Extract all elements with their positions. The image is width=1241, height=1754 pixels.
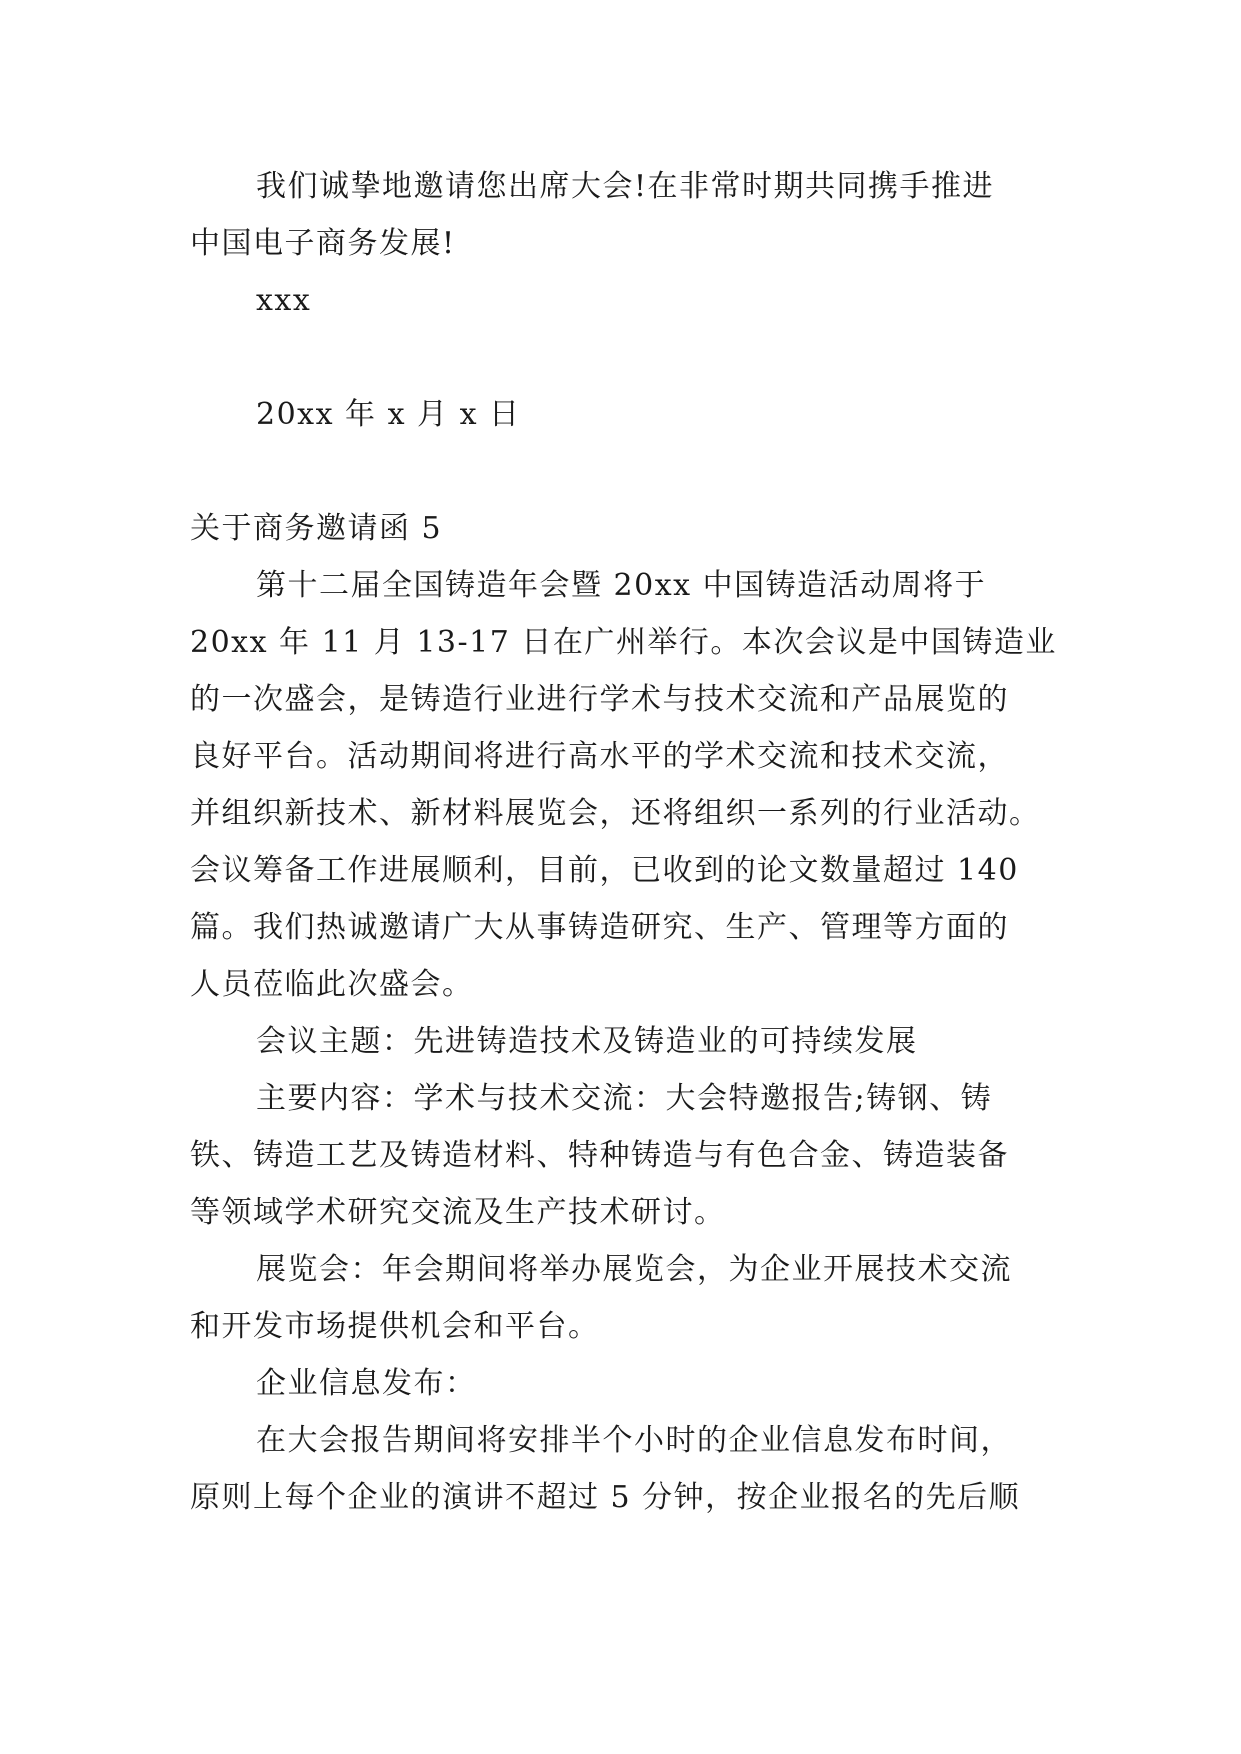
text-line: 我们诚挚地邀请您出席大会!在非常时期共同携手推进 [256, 169, 995, 204]
text-line: 第十二届全国铸造年会暨 20xx 中国铸造活动周将于 [256, 568, 987, 603]
text-line: 在大会报告期间将安排半个小时的企业信息发布时间， [256, 1423, 1012, 1458]
text-line: 主要内容：学术与技术交流：大会特邀报告;铸钢、铸 [256, 1081, 993, 1116]
text-line: 的一次盛会，是铸造行业进行学术与技术交流和产品展览的 [190, 682, 1009, 717]
signature-name: xxx [256, 283, 312, 318]
text-line: 等领域学术研究交流及生产技术研讨。 [190, 1195, 726, 1230]
text-line: 企业信息发布： [256, 1366, 477, 1401]
text-line: 并组织新技术、新材料展览会，还将组织一系列的行业活动。 [190, 796, 1041, 831]
text-line: 展览会：年会期间将举办展览会，为企业开展技术交流 [256, 1252, 1012, 1287]
blank-line [190, 329, 1062, 386]
text-line: 人员莅临此次盛会。 [190, 967, 474, 1002]
text-line: 中国电子商务发展! [190, 226, 456, 261]
text-line: 会议主题：先进铸造技术及铸造业的可持续发展 [256, 1024, 918, 1059]
section-title: 关于商务邀请函 5 [190, 511, 443, 546]
signature-date: 20xx 年 x 月 x 日 [256, 397, 521, 432]
text-line: 良好平台。活动期间将进行高水平的学术交流和技术交流， [190, 739, 1009, 774]
text-line: 20xx 年 11 月 13-17 日在广州举行。本次会议是中国铸造业 [190, 625, 1057, 660]
text-line: 篇。我们热诚邀请广大从事铸造研究、生产、管理等方面的 [190, 910, 1009, 945]
text-line: 会议筹备工作进展顺利，目前，已收到的论文数量超过 140 [190, 853, 1019, 888]
blank-line [190, 443, 1062, 500]
document-body [190, 158, 1062, 1526]
text-line: 和开发市场提供机会和平台。 [190, 1309, 600, 1344]
text-line: 铁、铸造工艺及铸造材料、特种铸造与有色合金、铸造装备 [190, 1138, 1009, 1173]
text-line: 原则上每个企业的演讲不超过 5 分钟，按企业报名的先后顺 [190, 1480, 1021, 1515]
